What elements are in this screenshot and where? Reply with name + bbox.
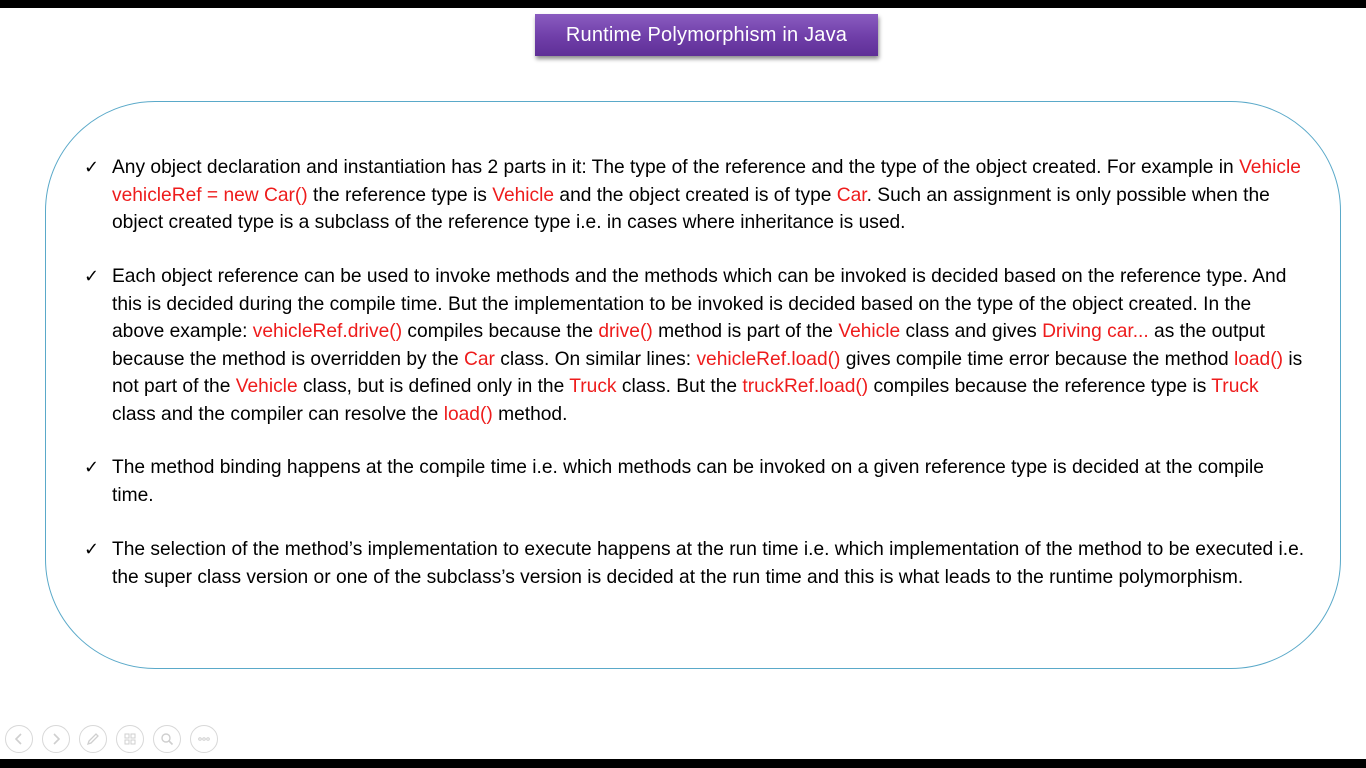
bullet-text-segment: class. On similar lines: [494, 348, 697, 370]
bullet-text [112, 454, 1306, 509]
code-highlight: Vehicle [838, 321, 901, 342]
arrow-right-icon [48, 731, 64, 747]
code-highlight: Vehicle [235, 376, 298, 397]
bullet-text-segment: compiles because the reference type is [868, 376, 1212, 397]
slideshow-toolbar [5, 725, 218, 753]
bullet-text-segment: gives compile time error because the method [840, 348, 1234, 370]
slide-sorter-button[interactable] [116, 725, 144, 753]
bullet-text-segment: . Such an assignment is only possible when the object created type is a subclass of the reference type i.e. in cases where inheritance is used. [112, 184, 1270, 233]
bullet-text-segment: as the output because the method is overridden by the [112, 321, 1265, 370]
code-highlight: Vehicle vehicleRef = new Car() [112, 157, 1301, 206]
bullet-text [112, 154, 1306, 237]
code-highlight: Truck [569, 376, 617, 397]
checkmark-icon: ✓ [84, 157, 100, 178]
code-highlight: truckRef.load() [742, 376, 869, 397]
code-highlight: Car [464, 348, 495, 370]
bullet-text-segment: class, but is defined only in the [297, 376, 570, 397]
code-highlight: drive() [598, 321, 653, 342]
slide-title [535, 14, 878, 56]
checkmark-icon: ✓ [84, 266, 100, 287]
zoom-button[interactable] [153, 725, 181, 753]
slides-grid-icon [122, 731, 138, 747]
code-highlight: load() [1233, 348, 1284, 370]
bullet-text-segment: and the object created is of type [554, 184, 837, 206]
pen-icon [85, 731, 101, 747]
bullet-text-segment: method is part of the [652, 321, 839, 342]
letterbox-bottom [0, 759, 1366, 768]
more-icon [196, 731, 212, 747]
arrow-left-icon [11, 731, 27, 747]
bullet-text-segment: The method binding happens at the compile time i.e. which methods can be invoked on a given reference type is decided at the compile time. [112, 457, 1264, 506]
code-highlight: vehicleRef.load() [696, 348, 841, 370]
bullet-text [112, 536, 1306, 591]
code-highlight: Car [836, 184, 867, 206]
bullet-text-segment: Each object reference can be used to invoke methods and the methods which can be invoked is decided based on the reference type. And this is decided during the compile time. But the implementation to be invoked is decided based on the type of the object created. In the above example: [112, 266, 1287, 342]
checkmark-icon: ✓ [84, 539, 100, 560]
bullet-text-segment: class and gives [900, 321, 1043, 342]
bullet-text-segment: class and the compiler can resolve the [112, 403, 444, 425]
bullet-text-segment: Any object declaration and instantiation has 2 parts in it: The type of the reference and the type of the object created. For example in [112, 157, 1240, 178]
bullet-text-segment: compiles because the [402, 321, 599, 342]
code-highlight: Vehicle [492, 184, 555, 206]
more-options-button[interactable] [190, 725, 218, 753]
bullet-text-segment: is not part of the [112, 348, 1303, 397]
code-highlight: vehicleRef.drive() [252, 321, 403, 342]
code-highlight: Driving car... [1042, 321, 1149, 342]
bullet-text-segment: the reference type is [307, 184, 493, 206]
bullet-text-segment: The selection of the method’s implementation to execute happens at the run time i.e. which implementation of the method to be executed i.e. the super class version or one of the subclass’s version is decided at the run time and this is what leads to the runtime polymorphism. [112, 539, 1305, 588]
code-highlight: load() [443, 403, 493, 425]
next-slide-button[interactable] [42, 725, 70, 753]
bullet-text [112, 263, 1306, 428]
previous-slide-button[interactable] [5, 725, 33, 753]
bullet-text-segment: method. [492, 403, 568, 425]
letterbox-top [0, 0, 1366, 8]
checkmark-icon: ✓ [84, 457, 100, 478]
magnifier-icon [159, 731, 175, 747]
pen-tool-button[interactable] [79, 725, 107, 753]
bullet-text-segment: class. But the [616, 376, 743, 397]
slide-title-text: Runtime Polymorphism in Java [565, 23, 848, 46]
code-highlight: Truck [1211, 376, 1259, 397]
